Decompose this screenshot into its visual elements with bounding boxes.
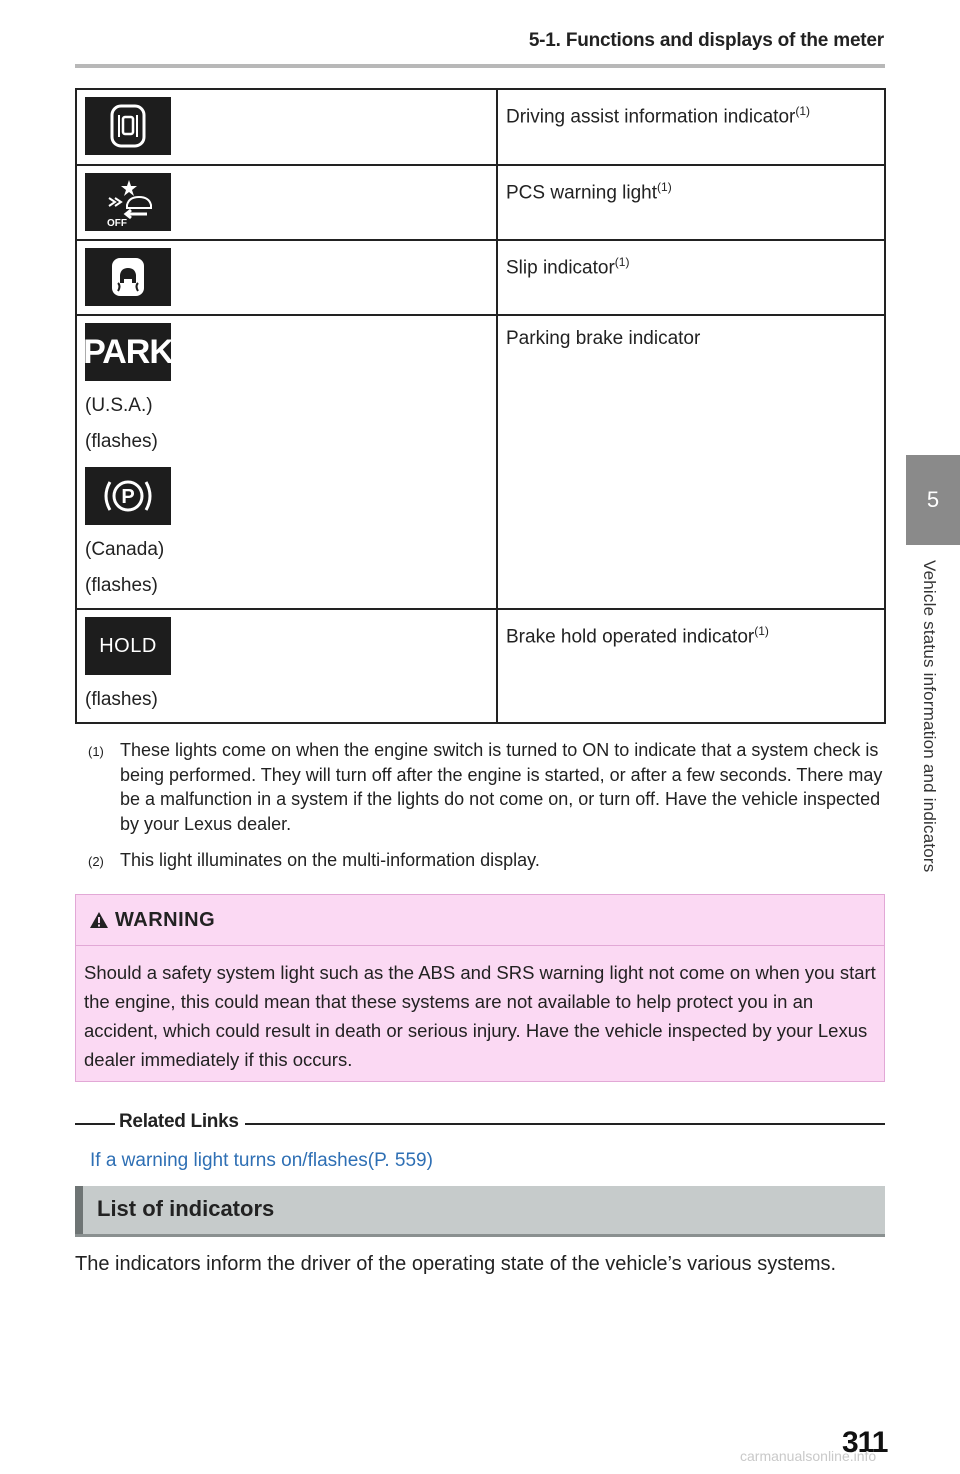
footnote-ref: (1)	[614, 255, 630, 269]
table-row	[76, 165, 885, 240]
flash-note: (flashes)	[85, 689, 158, 710]
footnote-ref: (1)	[657, 180, 672, 194]
warning-title: WARNING	[115, 908, 216, 931]
flash-note: (flashes)	[85, 431, 158, 452]
footnote-ref: (1)	[795, 104, 811, 118]
description-cell	[497, 609, 885, 723]
icon-cell	[76, 315, 497, 609]
flash-note: (flashes)	[85, 575, 158, 596]
table-row	[76, 609, 885, 723]
hold-icon: HOLD	[85, 617, 171, 675]
chapter-tab	[906, 455, 960, 545]
indicator-name: Slip indicator	[506, 257, 615, 279]
footnote-item	[88, 738, 888, 836]
region-note: (Canada)	[85, 539, 165, 560]
indicator-table	[75, 88, 886, 724]
pcs-off-text: OFF	[107, 218, 127, 228]
table-row	[76, 89, 885, 165]
footnote-item	[88, 848, 888, 875]
related-links-heading	[75, 1109, 885, 1137]
side-section-label	[921, 560, 941, 900]
parking-p-letter: P	[121, 486, 135, 508]
parking-p-icon	[85, 467, 171, 525]
footnote-mark: (2)	[88, 854, 104, 869]
icon-cell	[76, 240, 497, 315]
icon-cell	[76, 89, 497, 165]
watermark: carmanualsonline.info	[740, 1448, 877, 1464]
indicator-name: Brake hold operated indicator	[506, 626, 755, 648]
running-header: 5-1. Functions and displays of the meter	[528, 30, 884, 51]
related-links-label: Related Links	[119, 1111, 239, 1132]
warning-header	[76, 895, 884, 946]
slip-icon	[85, 248, 171, 306]
footnote-ref: (1)	[754, 624, 769, 638]
section-accent-bar	[75, 1186, 83, 1234]
icon-cell	[76, 609, 497, 723]
related-link[interactable]: If a warning light turns on/flashes(P. 559)	[90, 1150, 433, 1171]
warning-text: Should a safety system light such as the ABS and SRS warning light not come on when you start the engine, this could mean that these systems are not available to help protect you in an accident, which could result in death or serious injury. Have the vehicle inspected by your Lexus dealer immediately if this occurs.	[84, 962, 876, 1070]
page-number: 311	[842, 1426, 888, 1459]
table-row	[76, 315, 885, 609]
driving-assist-icon	[85, 97, 171, 155]
side-section-title: Vehicle status information and indicators	[920, 560, 939, 873]
description-cell	[497, 240, 885, 315]
heading-rule-right	[245, 1123, 885, 1125]
footnote-mark: (1)	[88, 744, 104, 759]
pcs-off-icon	[85, 173, 171, 231]
footnote-text: These lights come on when the engine switch is turned to ON to indicate that a system check is being performed. They will turn off after the engine is started, or after a few seconds. There may be a malfunction in a system if the lights do not come on, or turn off. Have the vehicle inspected by your Lexus dealer.	[120, 740, 883, 834]
icon-cell	[76, 165, 497, 240]
park-icon: PARK	[85, 323, 171, 381]
chapter-number: 5	[926, 487, 940, 512]
footnote-text: This light illuminates on the multi-information display.	[120, 850, 540, 870]
heading-rule-left	[75, 1123, 115, 1125]
indicator-name: Driving assist information indicator	[506, 106, 796, 128]
description-cell	[497, 315, 885, 609]
table-row	[76, 240, 885, 315]
description-cell	[497, 89, 885, 165]
indicator-name: PCS warning light	[506, 182, 658, 204]
section-title: List of indicators	[97, 1196, 275, 1221]
warning-box	[75, 894, 885, 1082]
header-rule	[75, 64, 885, 68]
footnotes	[88, 738, 888, 887]
section-heading	[75, 1186, 885, 1237]
body-paragraph: The indicators inform the driver of the operating state of the vehicle’s various systems.	[75, 1253, 837, 1275]
description-cell	[497, 165, 885, 240]
indicator-name: Parking brake indicator	[506, 328, 701, 349]
warning-triangle-icon	[89, 911, 109, 929]
region-note: (U.S.A.)	[85, 395, 153, 416]
